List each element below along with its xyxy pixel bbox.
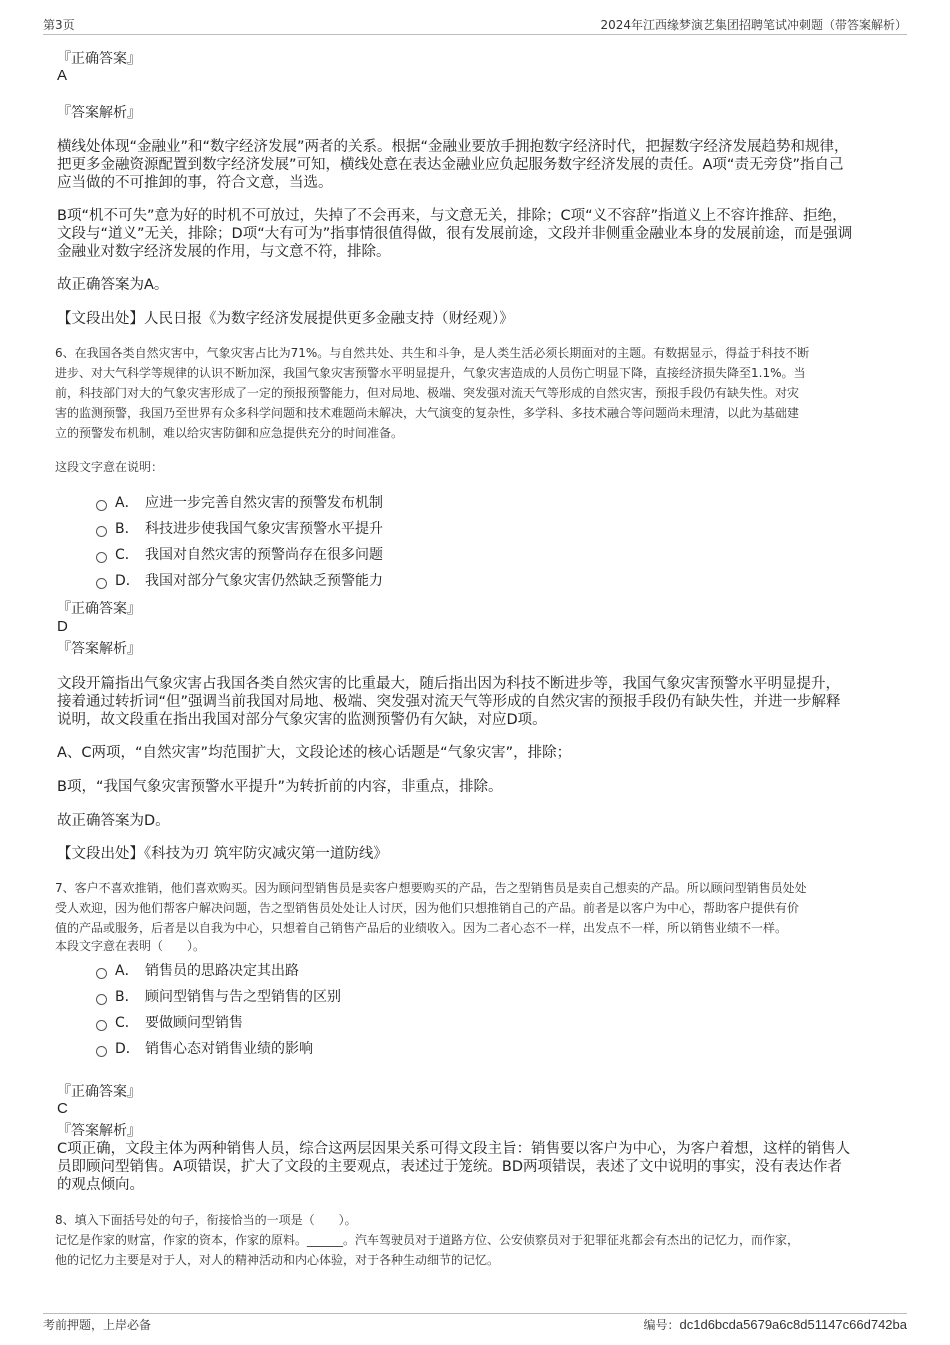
q6-source: 【文段出处】《科技为刃 筑牢防灾减灾第一道防线》 bbox=[57, 846, 388, 862]
q6-stem-line: 害的监测预警，我国乃至世界有众多科学问题和技术难题尚未解决，大气演变的复杂性，多学科、多技术融合等问题尚未理清，以此为基础建 bbox=[55, 406, 800, 420]
q7-option-a[interactable] bbox=[96, 961, 299, 981]
q6-stem-line: 前，科技部门对大的气象灾害形成了一定的预报预警能力，但对局地、极端、突发强对流天气等形成的自然灾害，预报手段仍有缺失性。对灾 bbox=[55, 386, 800, 400]
q7-answer: C bbox=[57, 1100, 68, 1117]
q6-option-c[interactable] bbox=[96, 545, 383, 565]
q6-conclusion: 故正确答案为D。 bbox=[57, 813, 170, 829]
q6-analysis-line: 接着通过转折词“但”强调当前我国对局地、极端、突发强对流天气等形成的自然灾害的预报手段仍有缺失性，并进一步解释 bbox=[57, 694, 841, 710]
option-text: 我国对部分气象灾害仍然缺乏预警能力 bbox=[145, 573, 383, 589]
page-footer bbox=[43, 1313, 907, 1334]
q6-analysis-line: B项，“我国气象灾害预警水平提升”为转折前的内容，非重点，排除。 bbox=[57, 779, 503, 795]
option-text: 销售员的思路决定其出路 bbox=[145, 963, 299, 979]
q5-analysis-line: B项“机不可失”意为好的时机不可放过，失掉了不会再来，与文意无关，排除；C项“义不容辞”指道义上不容许推辞、拒绝， bbox=[57, 208, 847, 224]
q6-stem-line: 进步、对大气科学等规律的认识不断加深，我国气象灾害预警水平明显提升，气象灾害造成的人员伤亡明显下降，直接经济损失降至1.1%。当 bbox=[55, 366, 806, 380]
q6-analysis-line: 文段开篇指出气象灾害占我国各类自然灾害的比重最大，随后指出因为科技不断进步等，我国气象灾害预警水平明显提升， bbox=[57, 676, 840, 692]
option-key: B． bbox=[115, 989, 139, 1005]
q5-answer: A bbox=[57, 67, 68, 84]
radio-icon[interactable] bbox=[96, 1020, 107, 1031]
q7-stem-line: 值的产品或服务，后者是以自我为中心，只想着自己销售产品后的业绩收入。因为二者心态不一样，出发点不一样，所以销售业绩不一样。 bbox=[55, 921, 788, 935]
q6-answer: D bbox=[57, 618, 68, 635]
q7-analysis-label: 『答案解析』 bbox=[57, 1123, 141, 1139]
option-key: C． bbox=[115, 1015, 139, 1031]
q5-analysis-line: 文段与“道义”无关，排除；D项“大有可为”指事情很值得做，很有发展前途，文段并非侧重金融业本身的发展前途，而是强调 bbox=[57, 226, 853, 242]
q5-answer-label: 『正确答案』 bbox=[57, 51, 141, 67]
q7-option-c[interactable] bbox=[96, 1013, 243, 1033]
option-text: 应进一步完善自然灾害的预警发布机制 bbox=[145, 495, 383, 511]
q5-analysis-line: 应当做的不可推卸的事，符合文意，当选。 bbox=[57, 175, 333, 191]
option-text: 要做顾问型销售 bbox=[145, 1015, 243, 1031]
footer-id-code: dc1d6bcda5679a6c8d51147c66d742ba bbox=[679, 1317, 907, 1332]
option-text: 顾问型销售与告之型销售的区别 bbox=[145, 989, 341, 1005]
q8-stem-line: 记忆是作家的财富，作家的资本，作家的原料。______。汽车驾驶员对于道路方位、公安侦察员对于犯罪征兆都会有杰出的记忆力，而作家， bbox=[55, 1233, 800, 1247]
option-key: B． bbox=[115, 521, 139, 537]
option-key: A． bbox=[115, 495, 139, 511]
q6-option-a[interactable] bbox=[96, 493, 383, 513]
page-header bbox=[43, 14, 907, 35]
page-number: 第3页 bbox=[43, 18, 75, 32]
q8-stem-line: 他的记忆力主要是对于人，对人的精神活动和内心体验，对于各种生动细节的记忆。 bbox=[55, 1253, 500, 1267]
q6-analysis-line: 说明，故文段重在指出我国对部分气象灾害的监测预警仍有欠缺，对应D项。 bbox=[57, 712, 547, 728]
q6-answer-label: 『正确答案』 bbox=[57, 601, 141, 617]
q6-stem-line: 6、在我国各类自然灾害中，气象灾害占比为71%。与自然共处、共生和斗争，是人类生活必须长期面对的主题。有数据显示，得益于科技不断 bbox=[55, 346, 810, 360]
option-key: D． bbox=[115, 573, 140, 589]
q6-option-d[interactable] bbox=[96, 571, 383, 591]
radio-icon[interactable] bbox=[96, 968, 107, 979]
q6-stem-line: 立的预警发布机制，难以给灾害防御和应急提供充分的时间准备。 bbox=[55, 426, 404, 440]
q7-option-d[interactable] bbox=[96, 1039, 313, 1059]
option-text: 科技进步使我国气象灾害预警水平提升 bbox=[145, 521, 383, 537]
option-key: C． bbox=[115, 547, 139, 563]
option-key: D． bbox=[115, 1041, 140, 1057]
footer-slogan: 考前押题，上岸必备 bbox=[43, 1318, 152, 1332]
radio-icon[interactable] bbox=[96, 526, 107, 537]
q5-analysis-line: 把更多金融资源配置到数字经济发展”可知，横线处意在表达金融业应负起服务数字经济发展的责任。A项“责无旁贷”指自己 bbox=[57, 157, 844, 173]
footer-id bbox=[644, 1316, 908, 1333]
q7-analysis-line: C项正确，文段主体为两种销售人员，综合这两层因果关系可得文段主旨：销售要以客户为中心，为客户着想，这样的销售人 bbox=[57, 1141, 851, 1157]
q7-analysis-line: 的观点倾向。 bbox=[57, 1177, 144, 1193]
option-text: 销售心态对销售业绩的影响 bbox=[145, 1041, 313, 1057]
q8-stem-line: 8、填入下面括号处的句子，衔接恰当的一项是（ ）。 bbox=[55, 1213, 357, 1227]
q5-conclusion: 故正确答案为A。 bbox=[57, 277, 169, 293]
q7-analysis-line: 员即顾问型销售。A项错误，扩大了文段的主要观点，表述过于笼统。BD两项错误，表述了文中说明的事实，没有表达作者 bbox=[57, 1159, 843, 1175]
option-key: A． bbox=[115, 963, 139, 979]
q7-stem-line: 7、客户不喜欢推销，他们喜欢购买。因为顾问型销售员是卖客户想要购买的产品，告之型销售员是卖自己想卖的产品。所以顾问型销售员处处 bbox=[55, 881, 807, 895]
radio-icon[interactable] bbox=[96, 578, 107, 589]
q6-analysis-line: A、C两项，“自然灾害”均范围扩大，文段论述的核心话题是“气象灾害”，排除； bbox=[57, 745, 572, 761]
option-text: 我国对自然灾害的预警尚存在很多问题 bbox=[145, 547, 383, 563]
q6-prompt: 这段文字意在说明： bbox=[55, 460, 164, 474]
q6-option-b[interactable] bbox=[96, 519, 383, 539]
radio-icon[interactable] bbox=[96, 994, 107, 1005]
q7-option-b[interactable] bbox=[96, 987, 341, 1007]
q6-analysis-label: 『答案解析』 bbox=[57, 641, 141, 657]
q7-answer-label: 『正确答案』 bbox=[57, 1084, 141, 1100]
q5-source: 【文段出处】人民日报《为数字经济发展提供更多金融支持（财经观）》 bbox=[57, 311, 514, 327]
document-title: 2024年江西缘梦演艺集团招聘笔试冲刺题（带答案解析） bbox=[600, 18, 907, 32]
radio-icon[interactable] bbox=[96, 1046, 107, 1057]
q5-analysis-line: 横线处体现“金融业”和“数字经济发展”两者的关系。根据“金融业要放手拥抱数字经济时代，把握数字经济发展趋势和规律， bbox=[57, 139, 849, 155]
q7-stem-line: 受人欢迎，因为他们帮客户解决问题，告之型销售员处处让人讨厌，因为他们只想推销自己的产品。前者是以客户为中心，帮助客户提供有价 bbox=[55, 901, 800, 915]
q7-stem-line: 本段文字意在表明（ ）。 bbox=[55, 939, 206, 953]
radio-icon[interactable] bbox=[96, 552, 107, 563]
radio-icon[interactable] bbox=[96, 500, 107, 511]
q5-analysis-label: 『答案解析』 bbox=[57, 105, 141, 121]
q5-analysis-line: 金融业对数字经济发展的作用，与文意不符，排除。 bbox=[57, 244, 391, 260]
footer-id-label: 编号： bbox=[643, 1318, 680, 1332]
